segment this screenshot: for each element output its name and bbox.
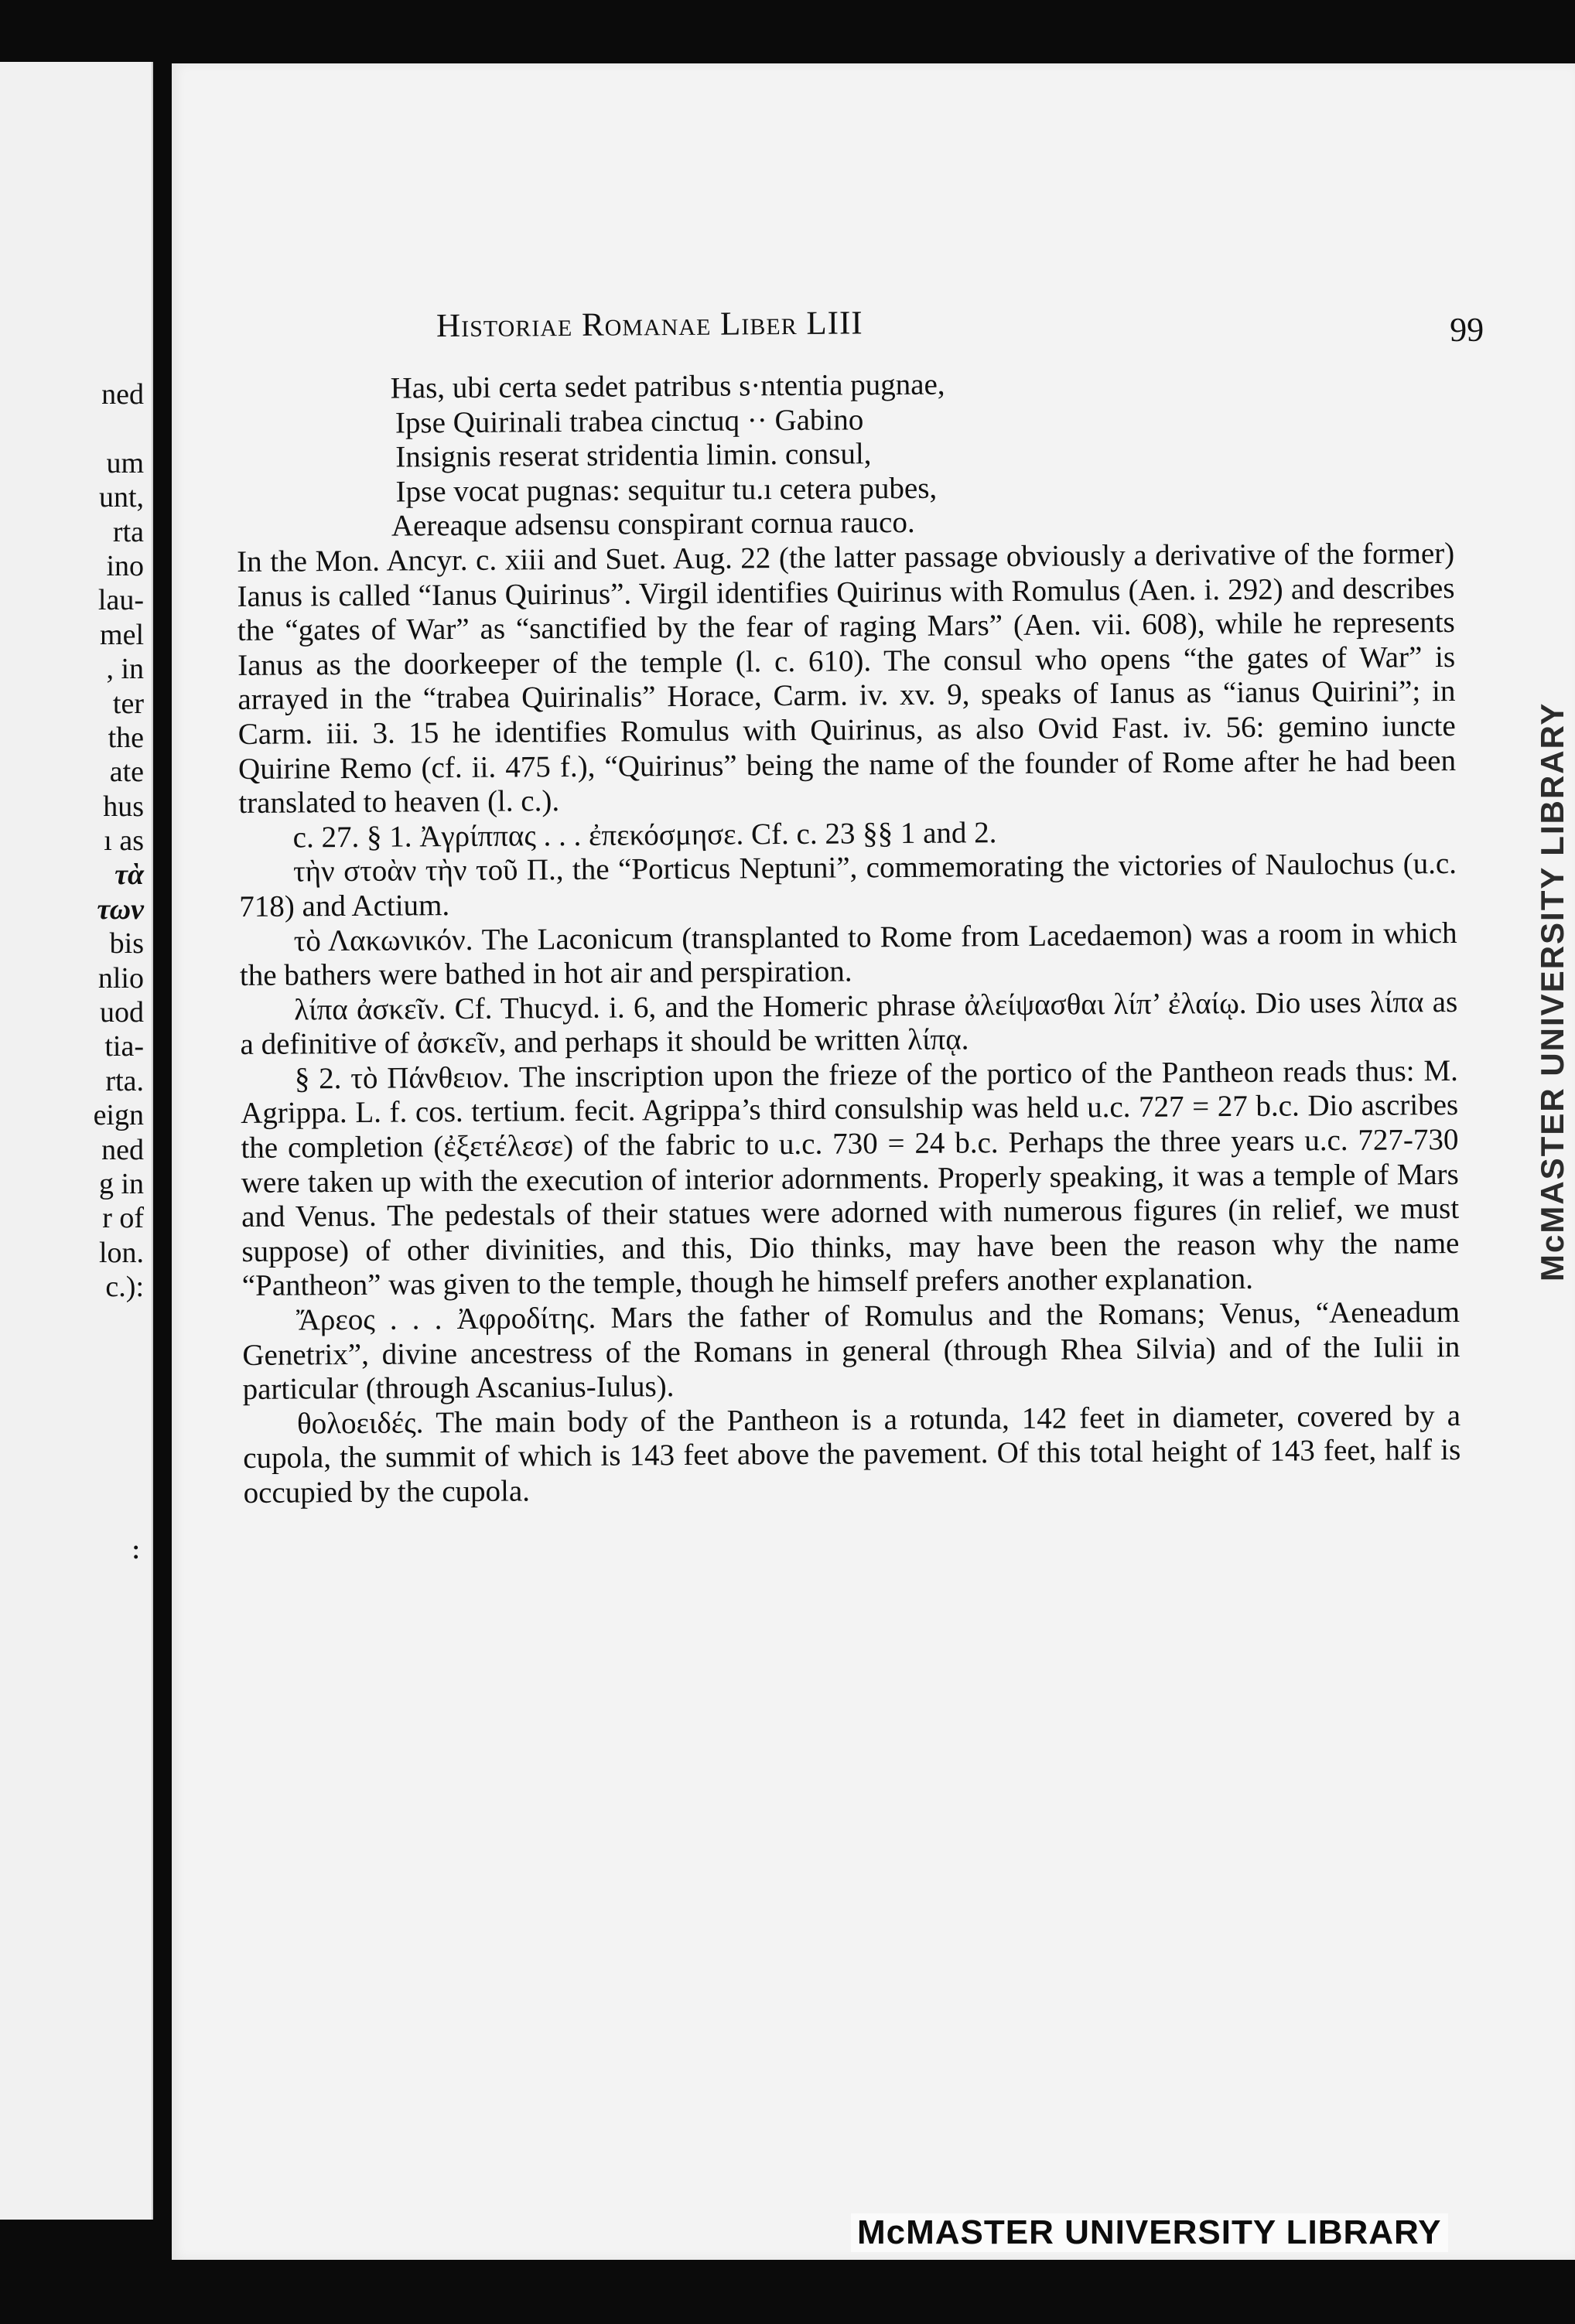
page-content [235,305,1484,1511]
library-stamp-side: McMASTER UNIVERSITY LIBRARY [1534,701,1570,1281]
commentary-paragraph: Ἄρεος . . . Ἀφροδίτης. Mars the father of Romulus and the Romans; Venus, “Aeneadum Genetrix”, divine ancestress of the Romans in general (through Rhea Silvia) and of the Iulii in particular (through Ascanius-Iulus). [242,1295,1461,1407]
facing-page-fragment: lau- [97,584,144,617]
facing-page-fragment: tia- [104,1030,144,1063]
facing-page-fragment: c.): [105,1271,144,1304]
facing-page-fragment [5,411,144,445]
verse-line: Aereaque adsensu conspirant cornua rauco. [391,506,915,543]
facing-page-fragment: hus [103,790,144,823]
quoted-verse [235,364,1454,545]
facing-page-fragment: nlio [97,961,144,995]
verse-line: Ipse vocat pugnas: sequitur tu.ı cetera pubes, [395,471,938,509]
commentary-paragraph: τὴν στοὰν τὴν τοῦ Π., the “Porticus Neptuni”, commemorating the victories of Naulochus (u.c. 718) and Actium. [239,847,1457,923]
facing-page-fragment: uod [100,996,144,1029]
facing-page-text-fragments [5,377,144,1305]
commentary-paragraph: In the Mon. Ancyr. c. xiii and Suet. Aug. 22 (the latter passage obviously a derivative of the former) Ianus is called “Ianus Quirinus”. Virgil identifies Quirinus with Romulus (Aen. i. 292) and describes the “gates of War” as “sanctified by the fear of raging Mars” (Aen. vii. 608), while he represents Ianus as the doorkeeper of the temple (l. c. 610). The consul who opens “the gates of War” is arrayed in the “trabea Quirinalis” Horace, Carm. iv. xv. 9, speaks of Ianus as “ianus Quirini”; in Carm. iii. 3. 15 he identifies Romulus with Quirinus, as also Ovid Fast. iv. 56: gemino iuncte Quirine Remo (cf. ii. 475 f.), “Quirinus” being the name of the founder of Rome after he had been translated to heaven (l. c.). [237,536,1457,821]
facing-page-fragment: rta. [105,1064,144,1097]
facing-page-fragment: lon. [98,1236,144,1269]
facing-page-fragment: eign [93,1099,144,1132]
facing-page-fragment: , in [106,653,144,686]
book-page [172,63,1575,2260]
library-stamp-bottom: McMASTER UNIVERSITY LIBRARY [851,2213,1448,2252]
facing-page-fragment: bis [109,927,144,961]
commentary-paragraph: c. 27. § 1. Ἀγρίππας . . . ἐπεκόσμησε. Cf. c. 23 §§ 1 and 2. [292,815,997,855]
facing-page-fragment: ned [101,1133,144,1166]
facing-page-fragment: ate [109,756,144,789]
verse-line: Insignis reserat stridentia limin. consul, [395,437,872,474]
verse-line: Has, ubi certa sedet patribus s·ntentia pugnae, [390,367,945,405]
facing-page-fragment: unt, [98,481,144,514]
facing-page-fragment: um [106,446,144,479]
commentary-paragraph: θολοειδές. The main body of the Pantheon is a rotunda, 142 feet in diameter, covered by a cupola, the summit of which is 143 feet above the pavement. Of this total height of 143 feet, half is occupied by the cupola. [243,1398,1461,1510]
facing-page-fragment: των [97,892,144,926]
facing-page-fragment: ter [112,687,144,720]
facing-page-fragment: mel [100,618,144,651]
commentary-paragraph: τὸ Λακωνικόν. The Laconicum (transplanted to Rome from Lacedaemon) was a room in which the bathers were bathed in hot air and perspiration. [239,916,1457,993]
facing-page-fragment: ned [101,378,144,411]
commentary-paragraph: λίπα ἀσκεῖν. Cf. Thucyd. i. 6, and the Homeric phrase ἀλείψασθαι λίπ’ ἐλαίῳ. Dio uses λίπα as a definitive of ἀσκεῖν, and perhaps it should be written λίπᾳ. [240,985,1458,1062]
running-head: Historiae Romanae Liber LIII [436,305,863,345]
verse-line: Ipse Quirinali trabea cinctuq ·· Gabino [395,402,864,440]
facing-page-edge [0,62,153,2220]
facing-page-fragment: r of [102,1202,144,1235]
facing-page-fragment: g in [98,1167,144,1200]
commentary-paragraph: § 2. τὸ Πάνθειον. The inscription upon the frieze of the portico of the Pantheon reads thus: M. Agrippa. L. f. cos. tertium. fecit. Agrippa’s third consulship was held u.c. 727 = 27 b.c. Dio ascribes the completion (ἐξετέλεσε) of the fabric to u.c. 730 = 24 b.c. Perhaps the three years u.c. 727-730 were taken up with the execution of interior adornments. Properly speaking, it was a temple of Mars and Venus. The pedestals of their statues were adorned with numerous figures (in relief, we must suppose) of other divinities, and this, Dio thinks, may have been the reason why the name “Pantheon” was given to the temple, though he himself prefers another explanation. [241,1053,1460,1303]
facing-page-fragment: τὰ [114,858,144,892]
facing-page-colon: : [131,1531,141,1565]
facing-page-fragment: ino [106,549,144,582]
facing-page-fragment: ı as [104,824,144,858]
facing-page-fragment: the [108,721,144,754]
facing-page-fragment: rta [112,515,144,548]
page-number: 99 [1449,310,1484,350]
